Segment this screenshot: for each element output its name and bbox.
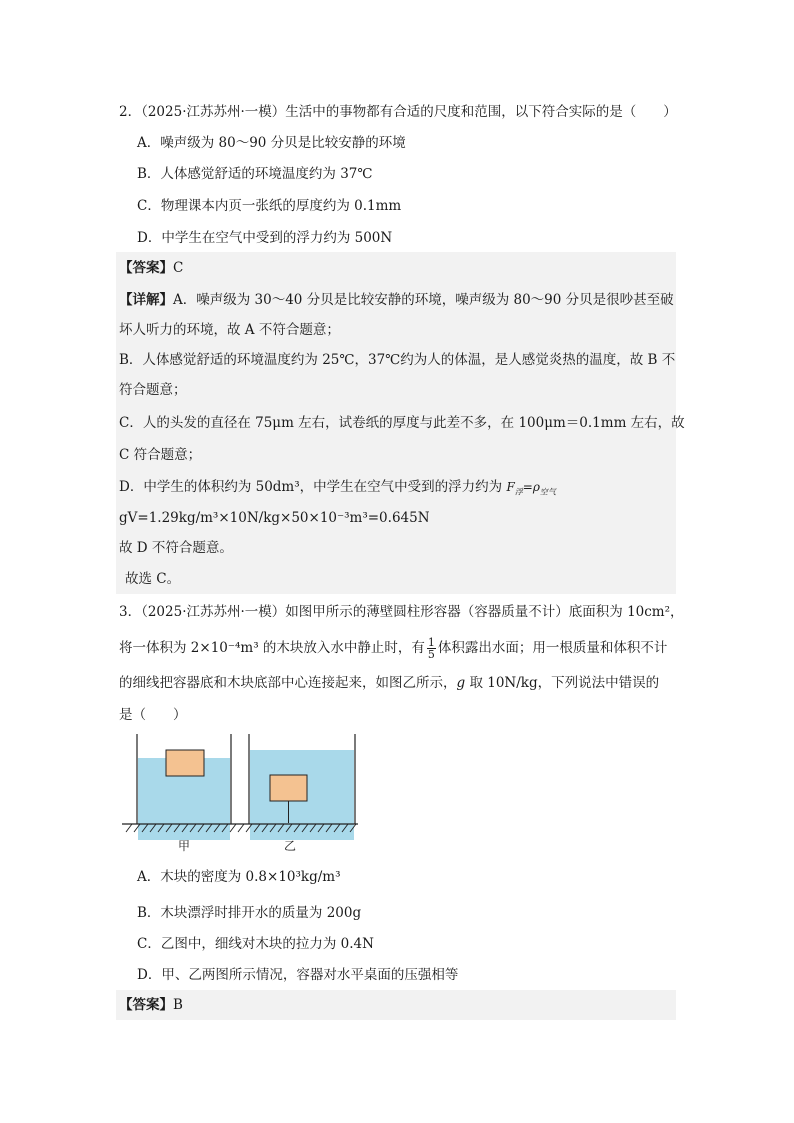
formula-rest: =ρ [522,480,540,494]
figure-label-yi: 乙 [284,839,297,853]
q2-detail-text-1: A．噪声级为 30～40 分贝是比较安静的环境，噪声级为 80～90 分贝是很吵甚至破 [173,292,674,308]
q2-answer-label: 【答案】 [119,260,173,276]
q2-detail-line-10: 故选 C。 [125,571,181,587]
q2-detail-line-3: B．人体感觉舒适的环境温度约为 25℃，37℃约为人的体温，是人感觉炎热的温度，故 B 不 [119,352,676,368]
q2-detail-line-7 [119,477,556,502]
q2-answer [119,258,183,278]
q3-stem-line-4: 是（ ） [119,707,187,723]
q2-detail-line-6: C 符合题意； [119,447,202,463]
q3-figure [120,732,360,857]
q3-stem-line-2 [119,637,667,660]
q2-option-b: B．人体感觉舒适的环境温度约为 37℃ [137,166,373,182]
q2-detail-line-1 [119,290,674,310]
q3-stem-text-2a: 将一体积为 2×10⁻⁴m³ 的木块放入水中静止时，有 [119,640,425,656]
q3-option-b: B．木块漂浮时排开水的质量为 200g [137,905,362,921]
q2-option-a: A．噪声级为 80～90 分贝是比较安静的环境 [137,135,406,151]
q3-stem-text-2b: 体积露出水面；用一根质量和体积不计 [437,640,668,656]
figure-label-jia: 甲 [178,839,191,853]
q3-option-d: D．甲、乙两图所示情况，容器对水平桌面的压强相等 [137,967,459,983]
q2-option-d: D．中学生在空气中受到的浮力约为 500N [137,230,393,246]
q3-stem-text-3b: 取 10N/kg，下列说法中错误的 [465,675,660,691]
q2-formula [506,480,556,497]
formula-sub2: 空气 [539,487,556,497]
q3-answer-background [116,990,676,1020]
q2-detail-line-8: gV=1.29kg/m³×10N/kg×50×10⁻³m³=0.645N [119,510,430,526]
q2-detail-line-4: 符合题意； [119,382,187,398]
q2-option-c: C．物理课本内页一张纸的厚度约为 0.1mm [137,198,402,214]
q3-option-c: C．乙图中，细线对木块的拉力为 0.4N [137,936,374,952]
q3-stem-line-3 [119,673,659,693]
q2-detail-line-5: C．人的头发的直径在 75μm 左右，试卷纸的厚度与此差不多，在 100μm＝0.1mm 左右，故 [119,415,685,431]
q3-option-a: A．木块的密度为 0.8×10³kg/m³ [137,869,341,885]
q3-g-symbol: g [456,675,466,691]
fraction-one-fifth [427,637,436,660]
formula-sub: 浮 [514,487,523,497]
q3-answer-value: B [173,997,183,1013]
q3-answer-label: 【答案】 [119,997,173,1013]
q2-detail-label: 【详解】 [119,292,173,308]
q3-answer [119,995,183,1015]
wood-block-jia [166,750,204,776]
q2-answer-value: C [173,260,184,276]
q2-detail-line-9: 故 D 不符合题意。 [119,540,233,556]
q2-stem: 2．（2025·江苏苏州·一模）生活中的事物都有合适的尺度和范围，以下符合实际的是（ ） [119,104,677,120]
q3-stem-text-3a: 的细线把容器底和木块底部中心连接起来，如图乙所示， [119,675,457,691]
q2-detail-text-7: D．中学生的体积约为 50dm³，中学生在空气中受到的浮力约为 [119,479,503,495]
wood-block-yi [270,775,307,801]
fraction-numerator: 1 [427,636,435,649]
fraction-denominator: 5 [427,648,435,661]
q2-detail-line-2: 坏人听力的环境，故 A 不符合题意； [119,322,340,338]
q3-stem-line-1: 3．（2025·江苏苏州·一模）如图甲所示的薄壁圆柱形容器（容器质量不计）底面积为 10cm²， [119,604,684,620]
formula-f: F [506,480,515,494]
